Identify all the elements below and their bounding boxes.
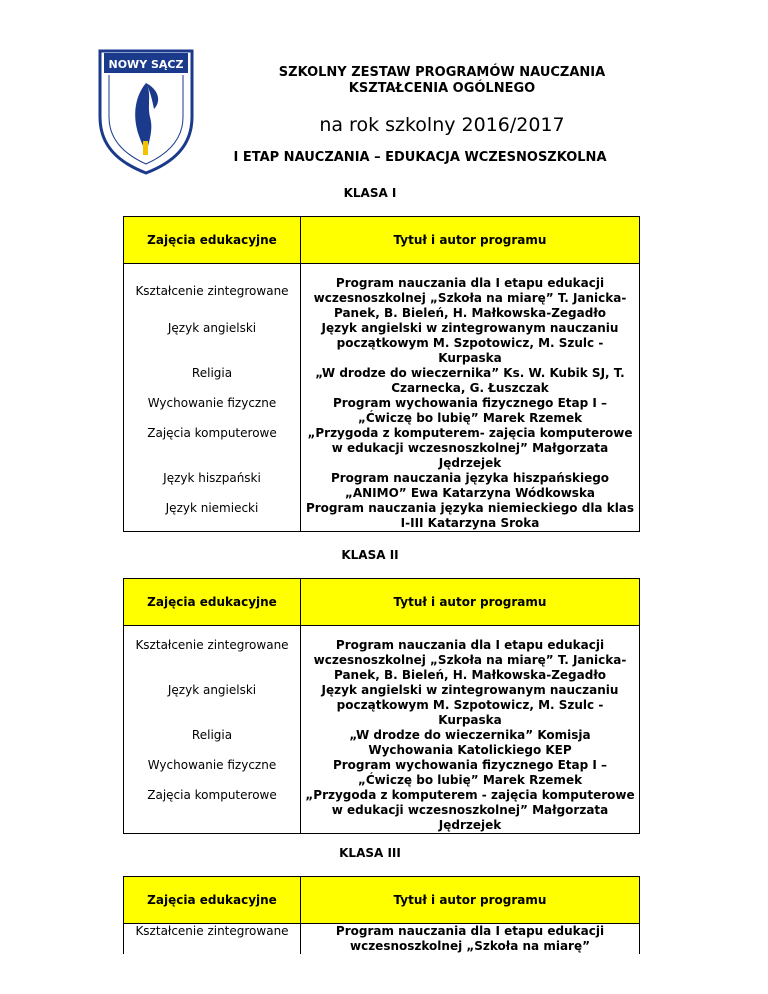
svg-text:NOWY SĄCZ: NOWY SĄCZ bbox=[108, 58, 184, 71]
header-program: Tytuł i autor programu bbox=[301, 877, 640, 924]
subject-cell: Kształcenie zintegrowane bbox=[124, 626, 301, 684]
header-subject: Zajęcia edukacyjne bbox=[124, 877, 301, 924]
program-cell: Język angielski w zintegrowanym nauczaniu początkowym M. Szpotowicz, M. Szulc - Kurpaska bbox=[301, 683, 640, 728]
table-row bbox=[124, 788, 640, 834]
subject-cell: Język hiszpański bbox=[124, 471, 301, 501]
program-cell: Program wychowania fizycznego Etap I – „Ćwiczę bo lubię” Marek Rzemek bbox=[301, 396, 640, 426]
table-header-row bbox=[124, 579, 640, 626]
subject-cell: Język angielski bbox=[124, 683, 301, 728]
subject-cell: Zajęcia komputerowe bbox=[124, 788, 301, 834]
table-row bbox=[124, 426, 640, 471]
header-program: Tytuł i autor programu bbox=[301, 579, 640, 626]
header-subject: Zajęcia edukacyjne bbox=[124, 217, 301, 264]
subject-cell: Wychowanie fizyczne bbox=[124, 396, 301, 426]
table-row bbox=[124, 471, 640, 501]
table-row bbox=[124, 264, 640, 322]
program-table-klasa-1 bbox=[123, 216, 640, 532]
program-cell: „W drodze do wieczernika” Komisja Wychowania Katolickiego KEP bbox=[301, 728, 640, 758]
stage-heading: I ETAP NAUCZANIA – EDUKACJA WCZESNOSZKOLNA bbox=[233, 150, 607, 165]
program-cell: Program nauczania języka hiszpańskiego „ANIMO” Ewa Katarzyna Wódkowska bbox=[301, 471, 640, 501]
table-row bbox=[124, 321, 640, 366]
header-program: Tytuł i autor programu bbox=[301, 217, 640, 264]
program-cell: Język angielski w zintegrowanym nauczaniu początkowym M. Szpotowicz, M. Szulc - Kurpaska bbox=[301, 321, 640, 366]
subject-cell: Wychowanie fizyczne bbox=[124, 758, 301, 788]
program-table-klasa-2 bbox=[123, 578, 640, 834]
subject-cell: Kształcenie zintegrowane bbox=[124, 924, 301, 955]
program-table-klasa-3 bbox=[123, 876, 640, 954]
document-title bbox=[200, 65, 684, 97]
program-cell: Program nauczania języka niemieckiego dla klas I-III Katarzyna Sroka bbox=[301, 501, 640, 532]
program-cell: „Przygoda z komputerem- zajęcia komputerowe w edukacji wczesnoszkolnej” Małgorzata Jędrzejek bbox=[301, 426, 640, 471]
title-line-2: KSZTAŁCENIA OGÓLNEGO bbox=[348, 81, 536, 96]
title-line-1: SZKOLNY ZESTAW PROGRAMÓW NAUCZANIA bbox=[278, 65, 606, 80]
subject-cell: Język niemiecki bbox=[124, 501, 301, 532]
subject-cell: Język angielski bbox=[124, 321, 301, 366]
program-cell: Program wychowania fizycznego Etap I – „Ćwiczę bo lubię” Marek Rzemek bbox=[301, 758, 640, 788]
program-cell: Program nauczania dla I etapu edukacji wczesnoszkolnej „Szkoła na miarę” T. Janicka-Panek, B. Bieleń, H. Małkowska-Zegadło bbox=[301, 264, 640, 322]
table-row bbox=[124, 501, 640, 532]
program-cell: „Przygoda z komputerem - zajęcia komputerowe w edukacji wczesnoszkolnej” Małgorzata Jędrzejek bbox=[301, 788, 640, 834]
subject-cell: Kształcenie zintegrowane bbox=[124, 264, 301, 322]
table-row bbox=[124, 626, 640, 684]
class-heading: KLASA II bbox=[341, 548, 399, 562]
table-row bbox=[124, 924, 640, 955]
class-heading: KLASA III bbox=[339, 846, 401, 860]
table-header-row bbox=[124, 877, 640, 924]
program-cell: Program nauczania dla I etapu edukacji wczesnoszkolnej „Szkoła na miarę” bbox=[301, 924, 640, 955]
class-heading: KLASA I bbox=[343, 186, 397, 200]
subject-cell: Religia bbox=[124, 366, 301, 396]
subject-cell: Zajęcia komputerowe bbox=[124, 426, 301, 471]
table-row bbox=[124, 728, 640, 758]
school-year: na rok szkolny 2016/2017 bbox=[319, 114, 565, 136]
program-cell: „W drodze do wieczernika” Ks. W. Kubik SJ, T. Czarnecka, G. Łuszczak bbox=[301, 366, 640, 396]
header-subject: Zajęcia edukacyjne bbox=[124, 579, 301, 626]
table-row bbox=[124, 396, 640, 426]
program-cell: Program nauczania dla I etapu edukacji wczesnoszkolnej „Szkoła na miarę” T. Janicka-Panek, B. Bieleń, H. Małkowska-Zegadło bbox=[301, 626, 640, 684]
table-row bbox=[124, 366, 640, 396]
table-header-row bbox=[124, 217, 640, 264]
table-row bbox=[124, 758, 640, 788]
table-row bbox=[124, 683, 640, 728]
subject-cell: Religia bbox=[124, 728, 301, 758]
